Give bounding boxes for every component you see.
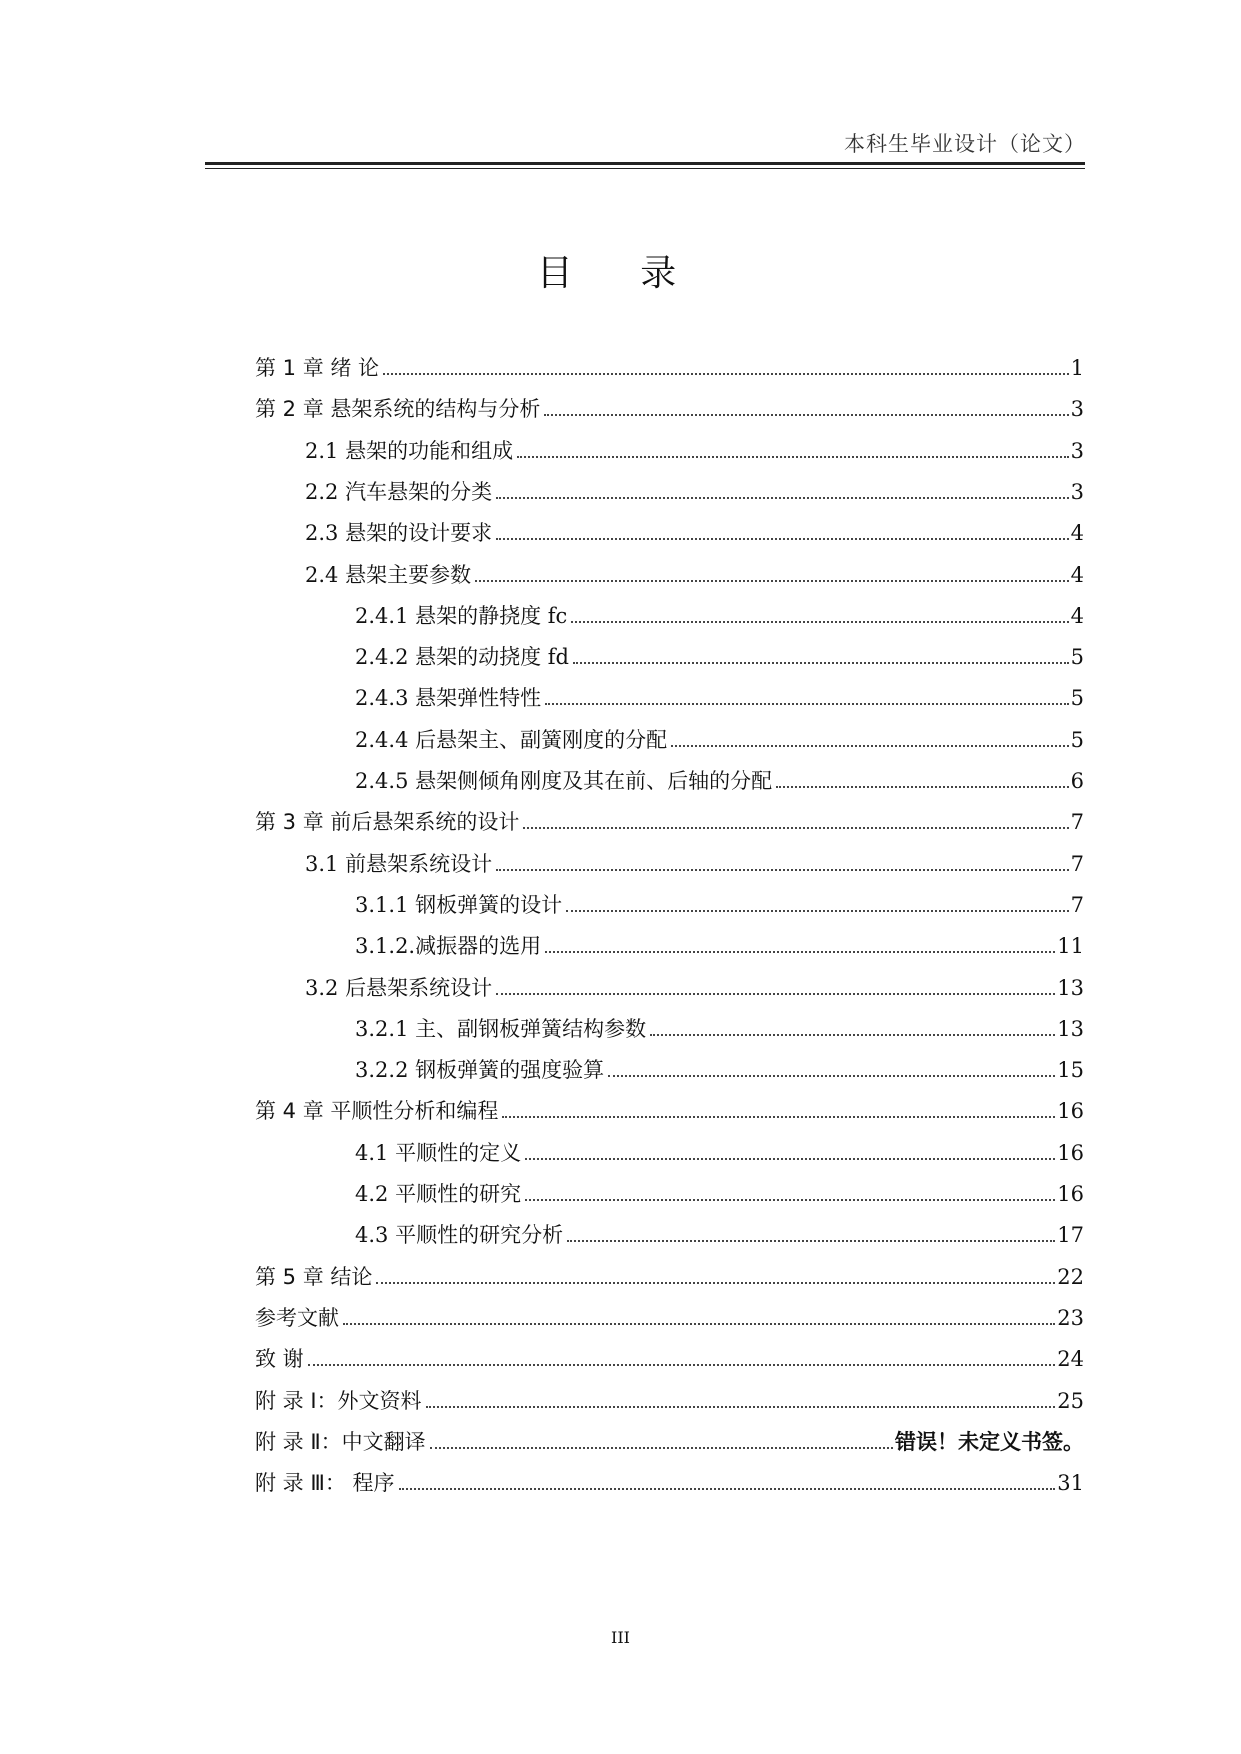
toc-entry-label: 参考文献 xyxy=(255,1306,339,1330)
toc-leader-dots xyxy=(426,1406,1056,1408)
toc-entry-label: 2.4 悬架主要参数 xyxy=(305,563,472,587)
toc-entry-page: 15 xyxy=(1057,1058,1084,1082)
toc-leader-dots xyxy=(517,456,1069,458)
header-rule-thick xyxy=(205,162,1085,165)
toc-leader-dots xyxy=(496,869,1069,871)
running-header: 本科生毕业设计（论文） xyxy=(844,132,1086,156)
toc-entry[interactable] xyxy=(355,597,1084,629)
toc-entry[interactable] xyxy=(355,886,1084,918)
toc-leader-dots xyxy=(430,1447,893,1449)
toc-leader-dots xyxy=(545,951,1055,953)
toc-leader-dots xyxy=(650,1034,1055,1036)
toc-entry-page: 22 xyxy=(1057,1265,1084,1289)
toc-entry-page: 16 xyxy=(1057,1141,1084,1165)
toc-entry[interactable] xyxy=(255,1464,1084,1496)
toc-entry-page: 3 xyxy=(1070,439,1084,463)
toc-entry-page: 6 xyxy=(1070,769,1084,793)
toc-entry[interactable] xyxy=(355,638,1084,670)
toc-leader-dots xyxy=(502,1116,1055,1118)
toc-leader-dots xyxy=(573,662,1069,664)
toc-entry[interactable] xyxy=(355,1134,1084,1166)
toc-entry-label: 3.1 前悬架系统设计 xyxy=(305,852,493,876)
toc-entry-label: 第 5 章 结论 xyxy=(255,1265,373,1289)
page-title: 目 录 xyxy=(536,253,705,294)
toc-entry[interactable] xyxy=(305,432,1084,464)
toc-entry-page: 7 xyxy=(1070,810,1084,834)
toc-entry-label: 第 4 章 平顺性分析和编程 xyxy=(255,1099,499,1123)
toc-entry[interactable] xyxy=(255,1092,1084,1124)
toc-leader-dots xyxy=(523,827,1068,829)
toc-entry-label: 2.4.4 后悬架主、副簧刚度的分配 xyxy=(355,728,668,752)
toc-entry-label: 致 谢 xyxy=(255,1347,304,1371)
toc-leader-dots xyxy=(383,373,1069,375)
toc-leader-dots xyxy=(671,745,1069,747)
toc-leader-dots xyxy=(608,1075,1055,1077)
toc-entry-label: 4.2 平顺性的研究 xyxy=(355,1182,522,1206)
toc-entry-page: 5 xyxy=(1070,645,1084,669)
toc-entry-label: 附 录 Ⅰ：外文资料 xyxy=(255,1389,422,1413)
toc-entry-label: 第 1 章 绪 论 xyxy=(255,356,380,380)
toc-entry-page: 13 xyxy=(1057,976,1084,1000)
toc-entry-label: 2.4.5 悬架侧倾角刚度及其在前、后轴的分配 xyxy=(355,769,773,793)
toc-entry-label: 附 录 Ⅱ：中文翻译 xyxy=(255,1430,426,1454)
toc-entry-label: 2.2 汽车悬架的分类 xyxy=(305,480,493,504)
toc-entry[interactable] xyxy=(255,390,1084,422)
toc-entry[interactable] xyxy=(305,556,1084,588)
toc-entry[interactable] xyxy=(305,969,1084,1001)
toc-entry-label: 2.3 悬架的设计要求 xyxy=(305,521,493,545)
toc-leader-dots xyxy=(776,786,1069,788)
toc-leader-dots xyxy=(525,1199,1055,1201)
toc-entry-page: 错误！未定义书签。 xyxy=(895,1430,1084,1454)
toc-leader-dots xyxy=(571,621,1068,623)
toc-entry-page: 5 xyxy=(1070,686,1084,710)
toc-entry-label: 3.1.1 钢板弹簧的设计 xyxy=(355,893,563,917)
toc-entry-page: 23 xyxy=(1057,1306,1084,1330)
toc-entry-label: 2.4.3 悬架弹性特性 xyxy=(355,686,542,710)
toc-entry[interactable] xyxy=(255,1340,1084,1372)
toc-leader-dots xyxy=(343,1323,1055,1325)
toc-leader-dots xyxy=(496,497,1069,499)
toc-entry-page: 7 xyxy=(1070,852,1084,876)
toc-entry-page: 25 xyxy=(1057,1389,1084,1413)
toc-leader-dots xyxy=(399,1488,1056,1490)
toc-entry[interactable] xyxy=(355,1175,1084,1207)
toc-entry-page: 5 xyxy=(1070,728,1084,752)
toc-entry-label: 2.4.2 悬架的动挠度 fd xyxy=(355,645,569,669)
toc-leader-dots xyxy=(376,1282,1055,1284)
toc-entry[interactable] xyxy=(355,927,1084,959)
toc-entry-page: 11 xyxy=(1057,934,1084,958)
toc-entry-page: 7 xyxy=(1070,893,1084,917)
toc-entry-page: 16 xyxy=(1057,1182,1084,1206)
toc-leader-dots xyxy=(545,703,1069,705)
toc-entry-page: 4 xyxy=(1070,521,1084,545)
toc-entry-label: 3.2 后悬架系统设计 xyxy=(305,976,493,1000)
toc-entry-label: 2.1 悬架的功能和组成 xyxy=(305,439,514,463)
toc-entry[interactable] xyxy=(255,803,1084,835)
page-number: III xyxy=(611,1628,630,1647)
toc-entry-page: 13 xyxy=(1057,1017,1084,1041)
toc-leader-dots xyxy=(567,1240,1055,1242)
toc-entry-label: 3.2.1 主、副钢板弹簧结构参数 xyxy=(355,1017,647,1041)
toc-entry[interactable] xyxy=(255,1423,1084,1455)
toc-entry-page: 24 xyxy=(1057,1347,1084,1371)
toc-entry[interactable] xyxy=(305,473,1084,505)
toc-leader-dots xyxy=(496,538,1069,540)
toc-entry[interactable] xyxy=(355,1051,1084,1083)
toc-entry-page: 4 xyxy=(1070,604,1084,628)
toc-entry-page: 1 xyxy=(1070,356,1084,380)
toc-entry-page: 17 xyxy=(1057,1223,1084,1247)
toc-entry-page: 31 xyxy=(1057,1471,1084,1495)
toc-entry[interactable] xyxy=(255,349,1084,381)
toc-leader-dots xyxy=(525,1158,1055,1160)
toc-entry[interactable] xyxy=(355,721,1084,753)
toc-entry[interactable] xyxy=(305,845,1084,877)
toc-entry-label: 第 2 章 悬架系统的结构与分析 xyxy=(255,397,541,421)
toc-entry[interactable] xyxy=(355,762,1084,794)
toc-leader-dots xyxy=(566,910,1069,912)
header-rule-thin xyxy=(205,168,1085,169)
toc-entry-page: 4 xyxy=(1070,563,1084,587)
toc-entry[interactable] xyxy=(305,514,1084,546)
toc-entry-page: 3 xyxy=(1070,480,1084,504)
toc-entry-label: 3.1.2.减振器的选用 xyxy=(355,934,542,958)
toc-entry-page: 3 xyxy=(1070,397,1084,421)
toc-leader-dots xyxy=(475,580,1069,582)
toc-entry[interactable] xyxy=(255,1299,1084,1331)
toc-leader-dots xyxy=(544,414,1068,416)
toc-leader-dots xyxy=(496,993,1055,995)
toc-entry-label: 4.1 平顺性的定义 xyxy=(355,1141,522,1165)
toc-entry[interactable] xyxy=(355,1216,1084,1248)
toc-entry-label: 第 3 章 前后悬架系统的设计 xyxy=(255,810,520,834)
toc-leader-dots xyxy=(308,1364,1056,1366)
toc-entry-label: 4.3 平顺性的研究分析 xyxy=(355,1223,564,1247)
toc-entry-label: 3.2.2 钢板弹簧的强度验算 xyxy=(355,1058,605,1082)
toc-entry[interactable] xyxy=(355,679,1084,711)
toc-entry[interactable] xyxy=(355,1010,1084,1042)
toc-entry[interactable] xyxy=(255,1258,1084,1290)
toc-entry-page: 16 xyxy=(1057,1099,1084,1123)
toc-entry-label: 2.4.1 悬架的静挠度 fc xyxy=(355,604,568,628)
toc-entry[interactable] xyxy=(255,1382,1084,1414)
toc-entry-label: 附 录 Ⅲ： 程序 xyxy=(255,1471,395,1495)
